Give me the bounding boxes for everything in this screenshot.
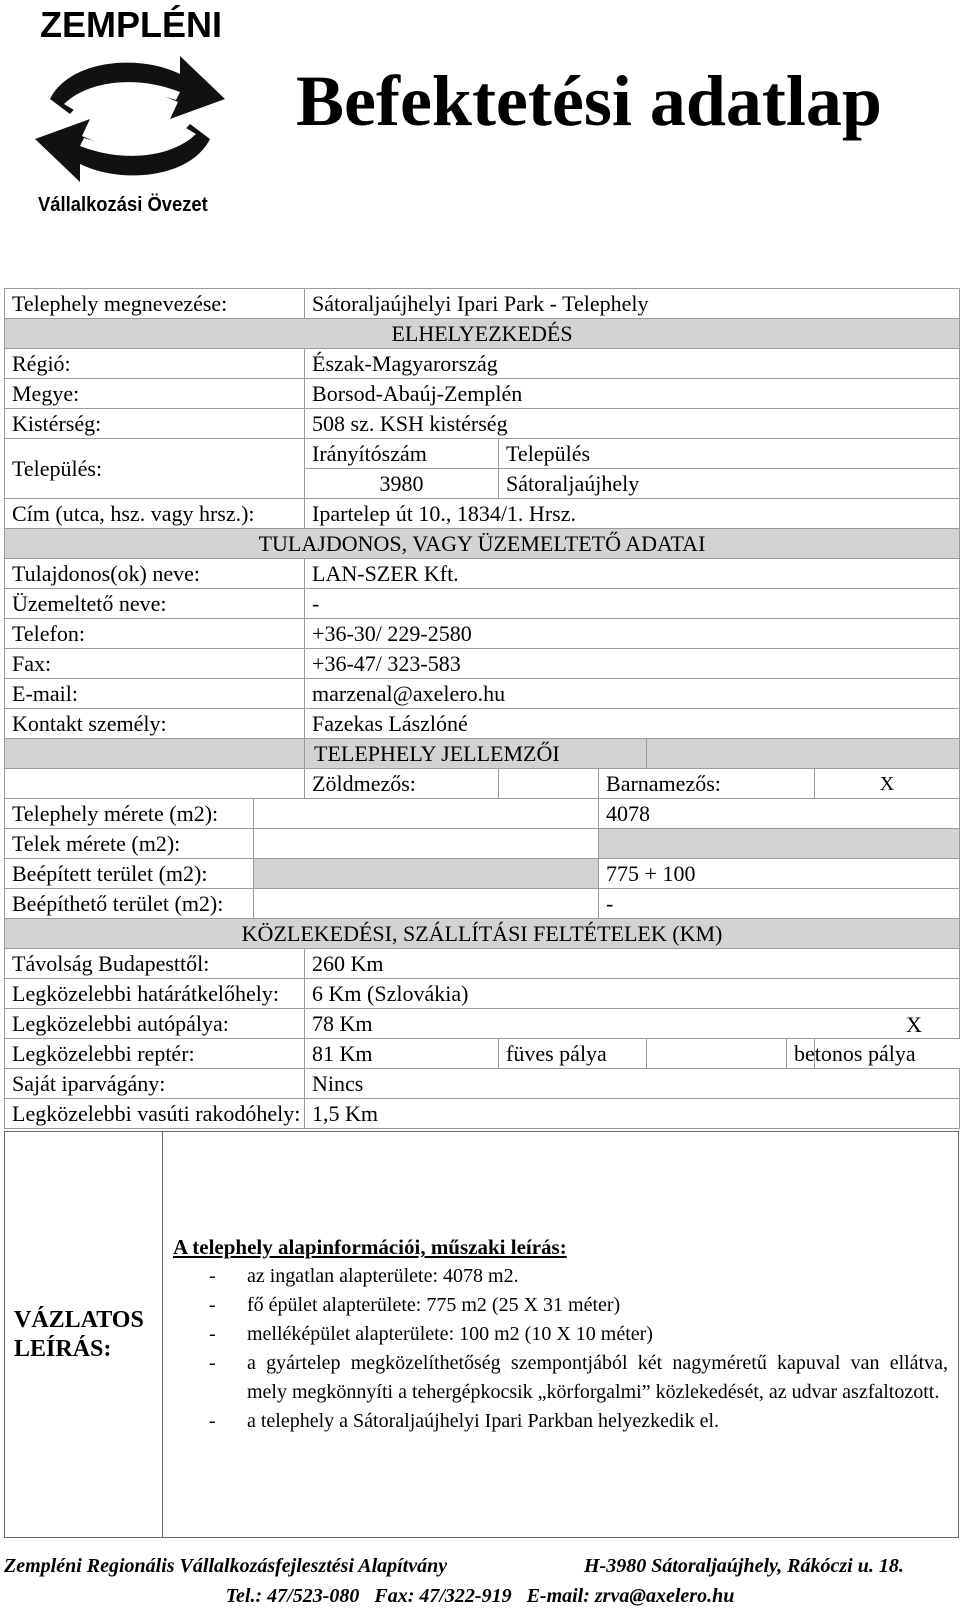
footer-org: Zempléni Regionális Vállalkozásfejlesztési Alapítvány [4, 1555, 448, 1577]
description-label-cell [5, 1132, 163, 1538]
budapest-label: Távolság Budapesttől: [5, 949, 305, 979]
description-table [4, 1131, 959, 1538]
county-label: Megye: [5, 379, 305, 409]
features-header: TELEPHELY JELLEMZŐI [305, 739, 647, 769]
plot-size-value [599, 829, 960, 859]
data-table [4, 288, 960, 1129]
address-label: Cím (utca, hsz. vagy hrsz.): [5, 499, 305, 529]
description-title: A telephely alapinformációi, műszaki leírás: [173, 1235, 567, 1259]
plot-size-blank [254, 829, 599, 859]
border-value: 6 Km (Szlovákia) [305, 979, 960, 1009]
buildable-area-value: - [599, 889, 960, 919]
airport-value: 81 Km [305, 1039, 499, 1069]
greenfield-value [499, 769, 599, 799]
operator-value: - [305, 589, 960, 619]
list-item: - a telephely a Sátoraljaújhelyi Ipari Parkban helyezkedik el. [209, 1410, 720, 1432]
region-value: Észak-Magyarország [305, 349, 960, 379]
greenfield-blank [5, 769, 305, 799]
site-name-label: Telephely megnevezése: [5, 289, 305, 319]
contact-label: Kontakt személy: [5, 709, 305, 739]
buildable-area-blank [254, 889, 599, 919]
built-area-blank [254, 859, 599, 889]
rail-label: Saját iparvágány: [5, 1069, 305, 1099]
fax-label: Fax: [5, 649, 305, 679]
list-item: - a gyártelep megközelíthetőség szempontjából két nagyméretű kapuval van ellátva, mely megkönnyíti a tehergépkocsik „körforgalmi” közlekedését, az udvar aszfaltozott. [209, 1352, 948, 1403]
loading-value: 1,5 Km [305, 1099, 960, 1129]
phone-value: +36-30/ 229-2580 [305, 619, 960, 649]
site-name-value: Sátoraljaújhelyi Ipari Park - Telephely [305, 289, 960, 319]
logo-title: ZEMPLÉNI [40, 4, 223, 45]
site-size-label: Telephely mérete (m2): [5, 799, 254, 829]
list-item: - fő épület alapterülete: 775 m2 (25 X 31 méter) [209, 1294, 621, 1316]
city-value: Sátoraljaújhely [499, 469, 960, 499]
county-value: Borsod-Abaúj-Zemplén [305, 379, 960, 409]
subregion-label: Kistérség: [5, 409, 305, 439]
owner-value: LAN-SZER Kft. [305, 559, 960, 589]
rail-value: Nincs [305, 1069, 960, 1099]
owner-label: Tulajdonos(ok) neve: [5, 559, 305, 589]
contact-value: Fazekas Lászlóné [305, 709, 960, 739]
zip-header: Irányítószám [305, 439, 499, 469]
settlement-label: Település: [5, 439, 305, 499]
transport-header: KÖZLEKEDÉSI, SZÁLLÍTÁSI FELTÉTELEK (KM) [5, 919, 960, 949]
greenfield-label: Zöldmezős: [305, 769, 499, 799]
region-label: Régió: [5, 349, 305, 379]
fax-value: +36-47/ 323-583 [305, 649, 960, 679]
buildable-area-label: Beépíthető terület (m2): [5, 889, 254, 919]
description-body [163, 1132, 959, 1538]
page-title: Befektetési adatlap [296, 61, 882, 141]
concrete-runway-mark: X [906, 1012, 922, 1037]
motorway-value: 78 Km [305, 1009, 960, 1039]
grass-runway-label: füves pálya [499, 1039, 647, 1069]
phone-label: Telefon: [5, 619, 305, 649]
built-area-label: Beépített terület (m2): [5, 859, 254, 889]
location-header: ELHELYEZKEDÉS [5, 319, 960, 349]
brownfield-label: Barnamezős: [599, 769, 815, 799]
features-header-left [5, 739, 305, 769]
concrete-runway-label: betonos pálya [787, 1039, 815, 1069]
zip-value: 3980 [305, 469, 499, 499]
footer-contact: Tel.: 47/523-080 Fax: 47/322-919 E-mail: zrva@axelero.hu [225, 1585, 735, 1607]
address-value: Ipartelep út 10., 1834/1. Hrsz. [305, 499, 960, 529]
list-item: - melléképület alapterülete: 100 m2 (10 X 10 méter) [209, 1323, 653, 1345]
description-label-line2: LEÍRÁS: [14, 1335, 112, 1362]
brownfield-value: X [815, 769, 960, 799]
airport-label: Legközelebbi reptér: [5, 1039, 305, 1069]
subregion-value: 508 sz. KSH kistérség [305, 409, 960, 439]
description-label-line1: VÁZLATOS [14, 1306, 144, 1333]
email-label: E-mail: [5, 679, 305, 709]
arrows-logo-icon [30, 44, 230, 194]
footer-address: H-3980 Sátoraljaújhely, Rákóczi u. 18. [584, 1555, 904, 1577]
email-value: marzenal@axelero.hu [305, 679, 960, 709]
border-label: Legközelebbi határátkelőhely: [5, 979, 305, 1009]
grass-runway-value [647, 1039, 787, 1069]
operator-label: Üzemeltető neve: [5, 589, 305, 619]
city-header: Település [499, 439, 960, 469]
logo-subtitle: Vállalkozási Övezet [38, 194, 208, 216]
site-size-blank [254, 799, 599, 829]
loading-label: Legközelebbi vasúti rakodóhely: [5, 1099, 305, 1129]
owner-header: TULAJDONOS, VAGY ÜZEMELTETŐ ADATAI [5, 529, 960, 559]
features-header-right [647, 739, 960, 769]
site-size-value: 4078 [599, 799, 960, 829]
motorway-label: Legközelebbi autópálya: [5, 1009, 305, 1039]
budapest-value: 260 Km [305, 949, 960, 979]
list-item: - az ingatlan alapterülete: 4078 m2. [209, 1265, 519, 1287]
plot-size-label: Telek mérete (m2): [5, 829, 254, 859]
built-area-value: 775 + 100 [599, 859, 960, 889]
logo [30, 4, 250, 219]
